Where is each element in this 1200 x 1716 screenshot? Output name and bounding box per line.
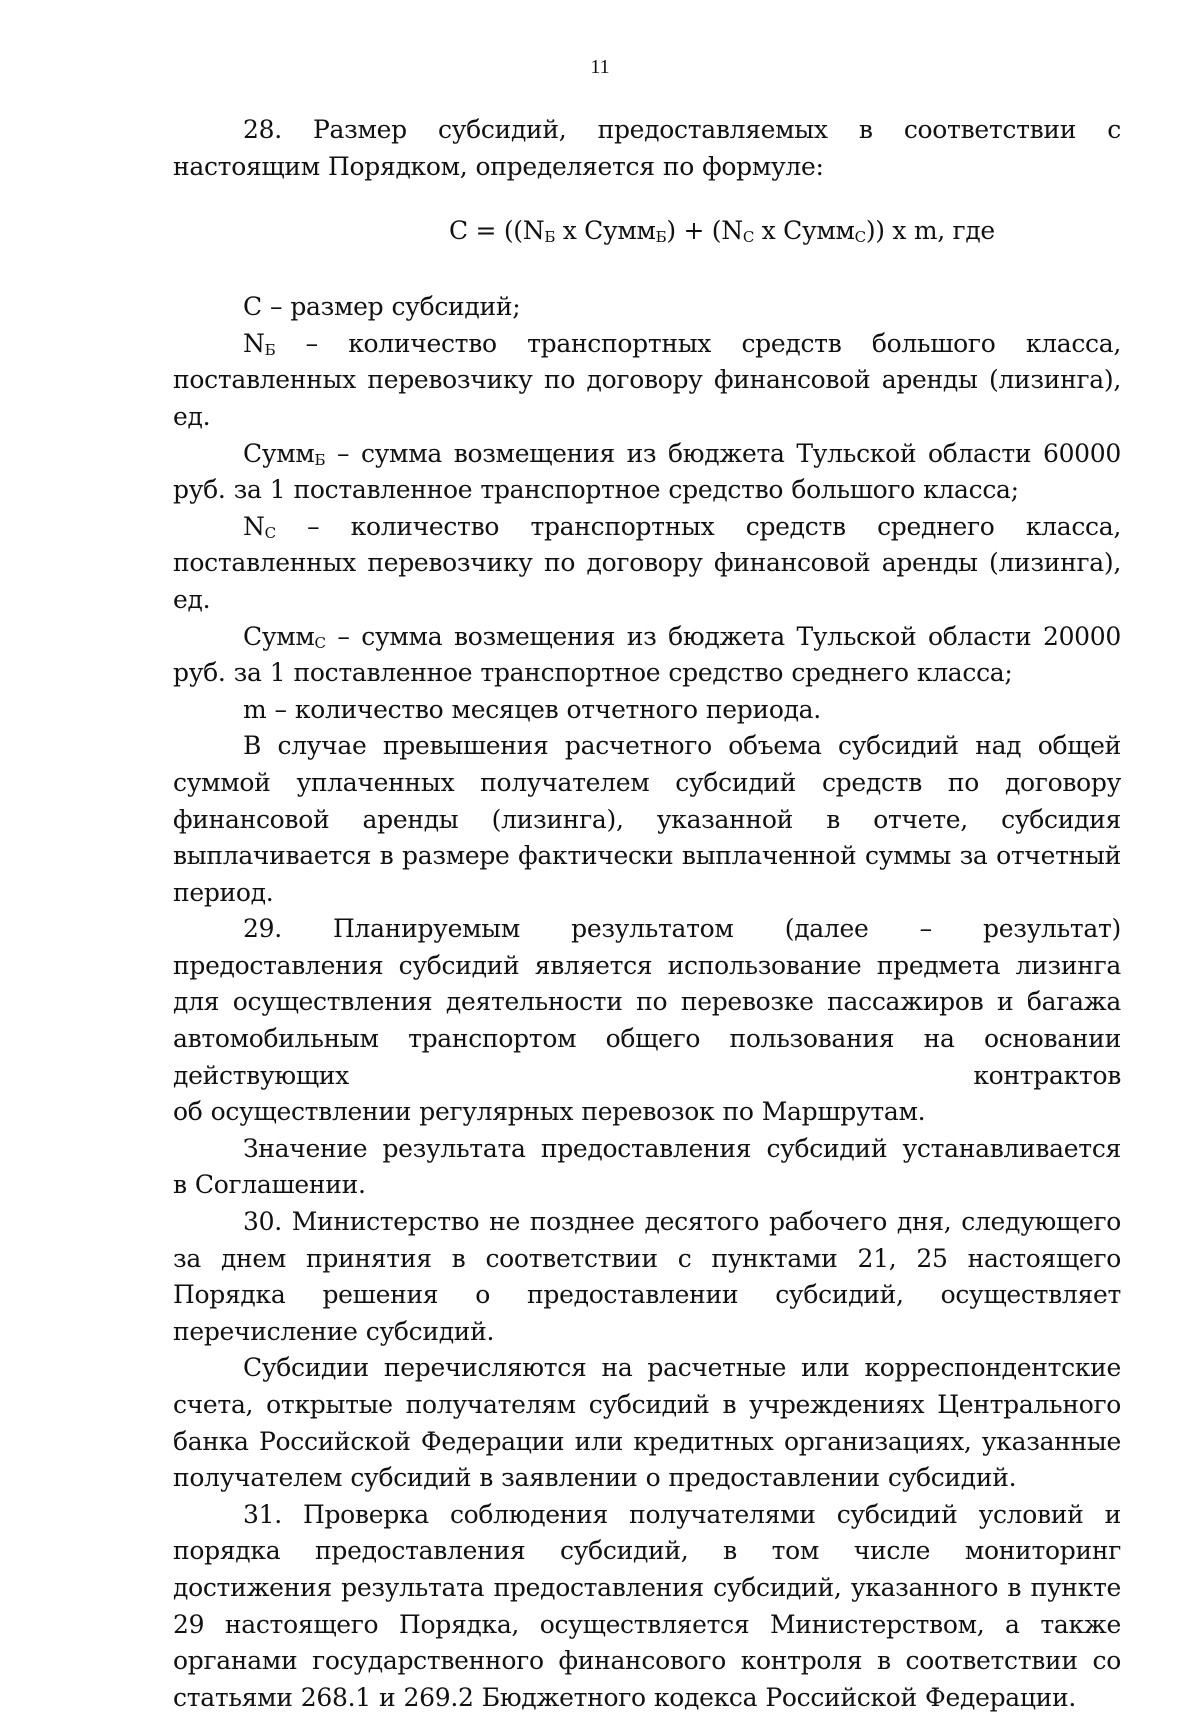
paragraph-excess: В случае превышения расчетного объема субсидий над общей суммой уплаченных получателем субсидий средств по договору финансовой аренды (лизинга), указанной в отчете, субсидия выплачивается в размере фактически выплаченной суммы за отчетный период.	[173, 731, 1121, 907]
definition-sc	[173, 619, 1121, 692]
paragraph-28: 28. Размер субсидий, предоставляемых в соответствии с настоящим Порядком, определяется по формуле:	[173, 115, 1121, 181]
paragraph-30: 30. Министерство не позднее десятого рабочего дня, следующего за днем принятия в соответствии с пунктами 21, 25 настоящего Порядка решения о предоставлении субсидий, осуществляет перечисление субсидий.	[173, 1207, 1121, 1346]
page-number: 11	[590, 56, 610, 78]
formula-sub: Б	[544, 228, 556, 247]
definition-symbol: N	[243, 328, 265, 358]
formula-sub: С	[742, 228, 755, 247]
paragraph-29-end: об осуществлении регулярных перевозок по Маршрутам.	[173, 1097, 926, 1127]
definition-symbol: Сумм	[243, 621, 315, 651]
definition-m: m – количество месяцев отчетного периода.	[243, 694, 821, 724]
paragraph-30-accounts: Субсидии перечисляются на расчетные или корреспондентские счета, открытые получателям субсидий в учреждениях Центрального банка Российской Федерации или кредитных организациях, указанные получателем субсидий в заявлении о предоставлении субсидий.	[173, 1353, 1121, 1493]
formula-part: )) х m, где	[865, 216, 995, 246]
definition-nc	[173, 509, 1121, 619]
definition-c: С – размер субсидий;	[243, 292, 521, 322]
definition-sub: Б	[314, 450, 326, 469]
paragraph-29-value: Значение результата предоставления субсидий устанавливается	[243, 1133, 1121, 1163]
formula-part: х Сумм	[555, 216, 656, 246]
paragraph-29: 29. Планируемым результатом (далее – результат) предоставления субсидий является использование предмета лизинга для осуществления деятельности по перевозке пассажиров и багажа автомобильным транспортом общего пользования на основании действующих контрактов	[173, 914, 1121, 1090]
formula-part: С = ((N	[449, 216, 545, 246]
formula-sub: С	[854, 228, 866, 247]
definition-sub: Б	[264, 340, 276, 359]
definition-text: – сумма возмещения из бюджета Тульской области 20000 руб. за 1 поставленное транспортное средство среднего класса;	[173, 621, 1121, 688]
subsidy-formula	[173, 213, 1121, 249]
formula-part: х Сумм	[754, 216, 855, 246]
document-body	[173, 112, 1121, 1716]
definition-symbol: N	[243, 511, 265, 541]
formula-sub: Б	[655, 228, 667, 247]
paragraph-31: 31. Проверка соблюдения получателями субсидий условий и порядка предоставления субсидий, в том числе мониторинг достижения результата предоставления субсидий, указанного в пункте 29 настоящего Порядка, осуществляется Министерством, а также органами государственного финансового контроля в соответствии со статьями 268.1 и 269.2 Бюджетного кодекса Российской Федерации.	[173, 1499, 1121, 1712]
definition-symbol: Сумм	[243, 438, 315, 468]
paragraph-29-value-end: в Соглашении.	[173, 1170, 366, 1200]
definition-text: – количество транспортных средств среднего класса, поставленных перевозчику по договору финансовой аренды (лизинга), ед.	[173, 511, 1121, 614]
definition-sb	[173, 436, 1121, 509]
definition-text: – сумма возмещения из бюджета Тульской области 60000 руб. за 1 поставленное транспортное средство большого класса;	[173, 438, 1121, 505]
formula-part: ) + (N	[666, 216, 743, 246]
definition-sub: С	[314, 633, 326, 652]
definition-nb	[173, 326, 1121, 436]
definition-sub: С	[264, 523, 276, 542]
definition-text: – количество транспортных средств большого класса, поставленных перевозчику по договору финансовой аренды (лизинга), ед.	[173, 328, 1121, 431]
